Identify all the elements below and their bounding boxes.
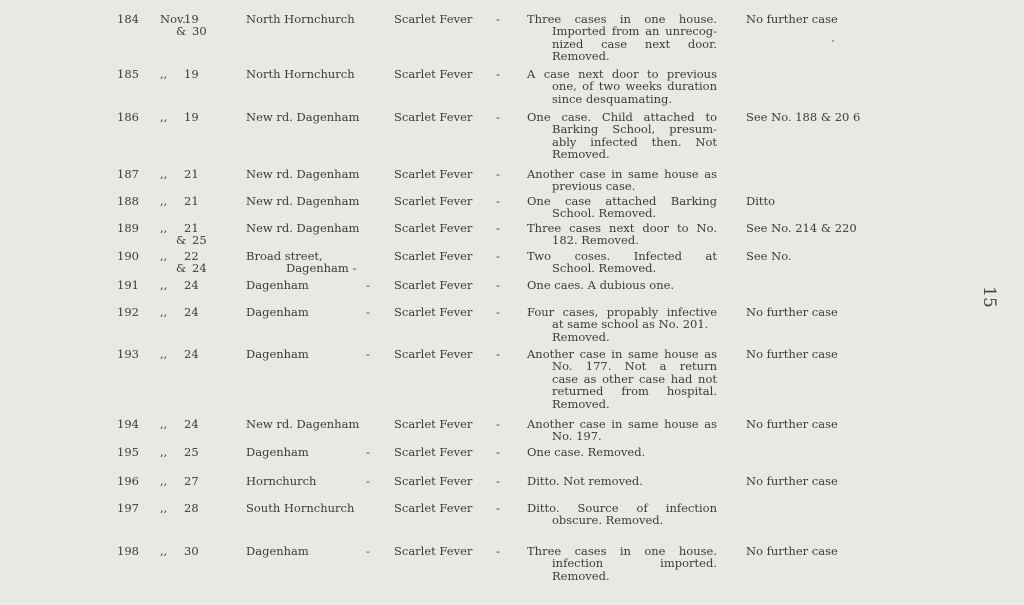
day: 21 bbox=[184, 221, 199, 235]
leader-dash: - bbox=[366, 445, 370, 459]
locality-line: North Hornchurch bbox=[246, 12, 355, 26]
day: 22 bbox=[184, 249, 199, 263]
remarks bbox=[527, 348, 717, 410]
further-cases-note: No further case bbox=[746, 417, 838, 431]
further-cases-note: See No. 188 & 20 6 bbox=[746, 110, 861, 124]
case-number: 187 bbox=[117, 167, 139, 181]
table-row bbox=[0, 13, 1024, 73]
table-row bbox=[0, 545, 1024, 605]
day: 30 bbox=[184, 544, 199, 558]
disease: Scarlet Fever bbox=[394, 305, 473, 319]
case-number: 184 bbox=[117, 12, 139, 26]
leader-dash: - bbox=[496, 417, 500, 431]
further-cases-note: No further case bbox=[746, 544, 838, 558]
case-number: 192 bbox=[117, 305, 139, 319]
case-number: 186 bbox=[117, 110, 139, 124]
day: 27 bbox=[184, 474, 199, 488]
remarks bbox=[527, 222, 717, 247]
disease: Scarlet Fever bbox=[394, 194, 473, 208]
day: 24 bbox=[184, 417, 199, 431]
leader-dash: - bbox=[496, 110, 500, 124]
locality bbox=[246, 418, 381, 430]
remarks bbox=[527, 545, 717, 582]
month: ,, bbox=[160, 474, 168, 488]
locality-line: Broad street, bbox=[246, 249, 323, 263]
date-ampersand: & bbox=[176, 233, 187, 248]
day: 24 bbox=[184, 347, 199, 361]
leader-dash: - bbox=[496, 278, 500, 292]
case-date bbox=[160, 222, 222, 247]
remarks-line: Another case in same house as bbox=[527, 347, 717, 361]
locality bbox=[246, 279, 381, 291]
remarks-line: A case next door to previous bbox=[527, 67, 717, 81]
remarks bbox=[527, 68, 717, 105]
locality-line: South Hornchurch bbox=[246, 501, 355, 515]
case-date bbox=[160, 279, 222, 291]
locality bbox=[246, 446, 381, 458]
case-date bbox=[160, 502, 222, 514]
locality-line: New rd. Dagenham bbox=[246, 221, 360, 235]
remarks-line: 182. Removed. bbox=[552, 233, 639, 248]
remarks bbox=[527, 306, 717, 343]
remarks-line: Barking School, presum- bbox=[552, 122, 717, 137]
day: 21 bbox=[184, 167, 199, 181]
leader-dash: - bbox=[496, 249, 500, 263]
remarks-line: Imported from an unrecog- bbox=[552, 24, 717, 39]
month: ,, bbox=[160, 221, 168, 235]
locality bbox=[246, 545, 381, 557]
case-date bbox=[160, 306, 222, 318]
locality bbox=[246, 168, 381, 180]
remarks-line: Removed. bbox=[552, 396, 610, 411]
case-number: 197 bbox=[117, 501, 139, 515]
remarks-line: One caes. A dubious one. bbox=[527, 278, 675, 292]
locality-line: New rd. Dagenham bbox=[246, 417, 360, 431]
date-ampersand: & bbox=[176, 24, 187, 39]
remarks-line: Three cases in one house. bbox=[527, 544, 717, 558]
remarks-line: One case. Removed. bbox=[527, 445, 646, 459]
month: ,, bbox=[160, 67, 168, 81]
locality bbox=[246, 348, 381, 360]
remarks-line: case as other case had not bbox=[552, 371, 717, 386]
disease: Scarlet Fever bbox=[394, 249, 473, 263]
remarks-line: Four cases, propably infective bbox=[527, 305, 717, 319]
further-cases-note: No further case bbox=[746, 347, 838, 361]
case-number: 185 bbox=[117, 67, 139, 81]
leader-dash: - bbox=[496, 167, 500, 181]
remarks-line: No. 197. bbox=[552, 429, 602, 444]
month: ,, bbox=[160, 249, 168, 263]
locality bbox=[246, 13, 381, 25]
remarks-line: No. 177. Not a return bbox=[552, 359, 717, 374]
remarks-line: ably infected then. Not bbox=[552, 134, 717, 149]
remarks bbox=[527, 250, 717, 275]
leader-dash: - bbox=[366, 347, 370, 361]
case-number: 190 bbox=[117, 249, 139, 263]
remarks bbox=[527, 168, 717, 193]
case-date bbox=[160, 418, 222, 430]
locality-line: Dagenham bbox=[246, 445, 309, 459]
day: 24 bbox=[184, 305, 199, 319]
month: ,, bbox=[160, 445, 168, 459]
locality-line: Dagenham bbox=[246, 347, 309, 361]
day: 19 bbox=[184, 67, 199, 81]
remarks-line: since desquamating. bbox=[552, 91, 673, 106]
second-day: 30 bbox=[192, 24, 207, 39]
day: 21 bbox=[184, 194, 199, 208]
locality bbox=[246, 111, 381, 123]
leader-dash: - bbox=[496, 67, 500, 81]
case-number: 194 bbox=[117, 417, 139, 431]
disease: Scarlet Fever bbox=[394, 278, 473, 292]
case-number: 193 bbox=[117, 347, 139, 361]
disease: Scarlet Fever bbox=[394, 445, 473, 459]
month: ,, bbox=[160, 347, 168, 361]
remarks-line: Another case in same house as bbox=[527, 167, 717, 181]
remarks bbox=[527, 13, 717, 63]
leader-dash: - bbox=[366, 544, 370, 558]
case-date bbox=[160, 250, 222, 275]
page-number: 15 bbox=[978, 286, 999, 308]
remarks-line: Removed. bbox=[552, 49, 610, 64]
disease: Scarlet Fever bbox=[394, 544, 473, 558]
month: ,, bbox=[160, 194, 168, 208]
day: 19 bbox=[184, 110, 199, 124]
further-cases-note: No further case bbox=[746, 474, 838, 488]
locality bbox=[246, 250, 381, 275]
case-date bbox=[160, 168, 222, 180]
month: ,, bbox=[160, 417, 168, 431]
leader-dash: - bbox=[496, 305, 500, 319]
remarks-line: returned from hospital. bbox=[552, 384, 717, 399]
locality-line-2: Dagenham - bbox=[286, 261, 357, 276]
disease: Scarlet Fever bbox=[394, 167, 473, 181]
remarks-line: at same school as No. 201. bbox=[552, 317, 709, 332]
remarks bbox=[527, 195, 717, 220]
remarks-line: Ditto. Not removed. bbox=[527, 474, 643, 488]
case-date bbox=[160, 195, 222, 207]
table-row bbox=[0, 111, 1024, 171]
disease: Scarlet Fever bbox=[394, 347, 473, 361]
day: 25 bbox=[184, 445, 199, 459]
disease: Scarlet Fever bbox=[394, 221, 473, 235]
leader-dash: - bbox=[496, 347, 500, 361]
remarks-line: Removed. bbox=[552, 147, 610, 162]
second-day: 24 bbox=[192, 261, 207, 276]
remarks-line: infection imported. bbox=[552, 556, 717, 571]
locality-line: Hornchurch bbox=[246, 474, 317, 488]
disease: Scarlet Fever bbox=[394, 67, 473, 81]
locality-line: New rd. Dagenham bbox=[246, 167, 360, 181]
month: ,, bbox=[160, 278, 168, 292]
remarks-line: Another case in same house as bbox=[527, 417, 717, 431]
further-cases-note: No further case bbox=[746, 12, 838, 26]
remarks bbox=[527, 446, 717, 458]
leader-dash: - bbox=[496, 544, 500, 558]
locality bbox=[246, 68, 381, 80]
disease: Scarlet Fever bbox=[394, 417, 473, 431]
case-number: 188 bbox=[117, 194, 139, 208]
case-number: 195 bbox=[117, 445, 139, 459]
remarks-line: One case. Child attached to bbox=[527, 110, 717, 124]
locality-line: Dagenham bbox=[246, 305, 309, 319]
disease: Scarlet Fever bbox=[394, 12, 473, 26]
second-day: 25 bbox=[192, 233, 207, 248]
locality bbox=[246, 306, 381, 318]
day: 24 bbox=[184, 278, 199, 292]
case-date bbox=[160, 348, 222, 360]
leader-dash: - bbox=[496, 221, 500, 235]
remarks bbox=[527, 502, 717, 527]
locality bbox=[246, 475, 381, 487]
month: ,, bbox=[160, 167, 168, 181]
further-cases-note: See No. 214 & 220 bbox=[746, 221, 857, 235]
remarks-line: Removed. bbox=[552, 568, 610, 583]
remarks-line: Removed. bbox=[552, 329, 610, 344]
month: ,, bbox=[160, 501, 168, 515]
locality bbox=[246, 502, 381, 514]
leader-dash: - bbox=[366, 474, 370, 488]
month: Nov. bbox=[160, 12, 186, 26]
month: ,, bbox=[160, 305, 168, 319]
remarks-line: Three cases in one house. bbox=[527, 12, 717, 26]
month: ,, bbox=[160, 110, 168, 124]
case-date bbox=[160, 545, 222, 557]
disease: Scarlet Fever bbox=[394, 501, 473, 515]
case-date bbox=[160, 446, 222, 458]
further-cases-note: See No. bbox=[746, 249, 792, 263]
locality bbox=[246, 195, 381, 207]
remarks-line: nized case next door. bbox=[552, 36, 717, 51]
further-cases-note: No further case bbox=[746, 305, 838, 319]
case-number: 189 bbox=[117, 221, 139, 235]
remarks-line: previous case. bbox=[552, 179, 636, 194]
table-row bbox=[0, 347, 1024, 411]
leader-dash: - bbox=[496, 194, 500, 208]
leader-dash: - bbox=[496, 474, 500, 488]
remarks-line: one, of two weeks duration bbox=[552, 79, 717, 94]
case-date bbox=[160, 475, 222, 487]
locality-line: New rd. Dagenham bbox=[246, 110, 360, 124]
month: ,, bbox=[160, 544, 168, 558]
remarks-line: Ditto. Source of infection bbox=[527, 501, 717, 515]
leader-dash: - bbox=[496, 12, 500, 26]
locality bbox=[246, 222, 381, 234]
remarks-line: One case attached Barking bbox=[527, 194, 717, 208]
remarks-line: obscure. Removed. bbox=[552, 513, 664, 528]
remarks-line: School. Removed. bbox=[552, 206, 657, 221]
locality-line: North Hornchurch bbox=[246, 67, 355, 81]
case-date bbox=[160, 111, 222, 123]
remarks bbox=[527, 111, 717, 161]
case-date bbox=[160, 13, 222, 38]
day: 19 bbox=[184, 12, 199, 26]
day: 28 bbox=[184, 501, 199, 515]
leader-dash: - bbox=[366, 278, 370, 292]
locality-line: Dagenham bbox=[246, 544, 309, 558]
locality-line: New rd. Dagenham bbox=[246, 194, 360, 208]
case-number: 198 bbox=[117, 544, 139, 558]
case-number: 196 bbox=[117, 474, 139, 488]
remarks bbox=[527, 418, 717, 443]
leader-dash: - bbox=[366, 305, 370, 319]
remarks-line: Two coses. Infected at bbox=[527, 249, 717, 263]
remarks bbox=[527, 475, 717, 487]
leader-dash: - bbox=[496, 501, 500, 515]
date-ampersand: & bbox=[176, 261, 187, 276]
locality-line: Dagenham bbox=[246, 278, 309, 292]
case-date bbox=[160, 68, 222, 80]
remarks-line: Three cases next door to No. bbox=[527, 221, 717, 235]
leader-dash: - bbox=[496, 445, 500, 459]
further-cases-note: Ditto bbox=[746, 194, 776, 208]
disease: Scarlet Fever bbox=[394, 474, 473, 488]
remarks-line: School. Removed. bbox=[552, 261, 657, 276]
disease: Scarlet Fever bbox=[394, 110, 473, 124]
case-number: 191 bbox=[117, 278, 139, 292]
remarks bbox=[527, 279, 717, 291]
